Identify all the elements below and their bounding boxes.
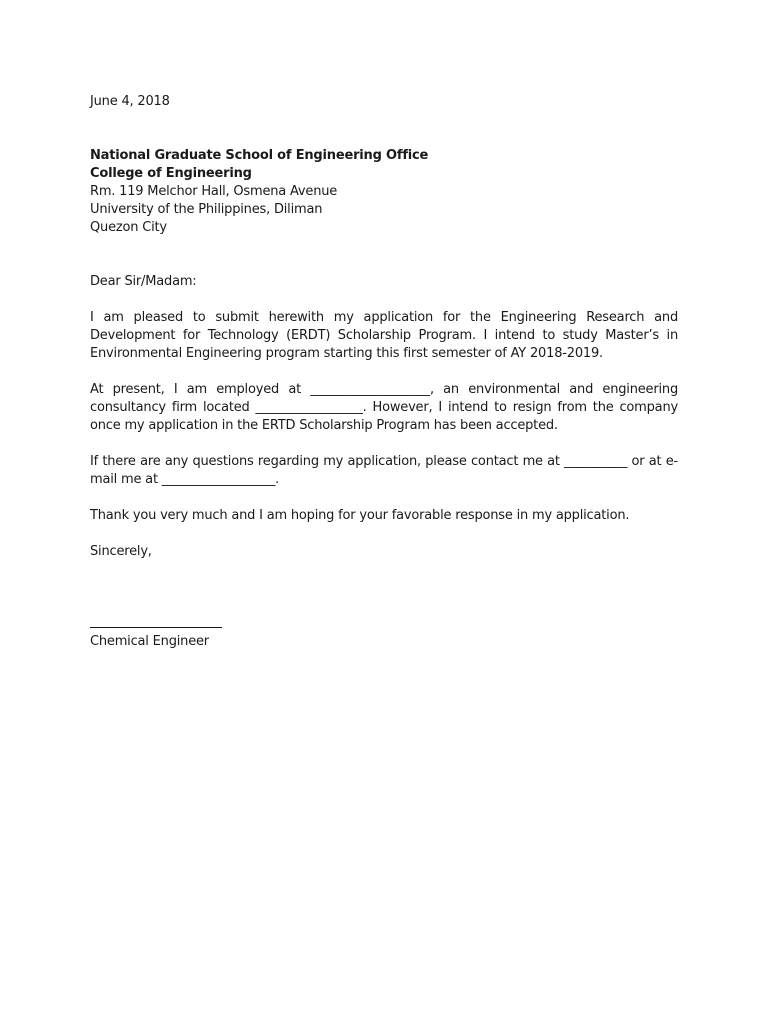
closing: Sincerely, xyxy=(90,544,152,559)
paragraph-application: I am pleased to submit herewith my application for the Engineering Research and Development for Technology (ERDT) Scholarship Program. I intend to study Master’s in Environmental Engineering program starting this first semester of AY 2018-2019. xyxy=(90,310,678,361)
paragraph-contact: If there are any questions regarding my application, please contact me at __________ or at e-mail me at __________________. xyxy=(90,454,678,487)
signature-title: Chemical Engineer xyxy=(90,634,209,649)
recipient-college: College of Engineering xyxy=(90,166,252,181)
letter-date: June 4, 2018 xyxy=(90,94,170,109)
recipient-city: Quezon City xyxy=(90,220,167,235)
paragraph-thanks: Thank you very much and I am hoping for your favorable response in my application. xyxy=(90,508,630,523)
signature-line xyxy=(90,627,222,628)
recipient-address-line2: University of the Philippines, Diliman xyxy=(90,202,323,217)
recipient-office: National Graduate School of Engineering Office xyxy=(90,148,429,163)
recipient-address xyxy=(90,147,428,237)
recipient-address-line1: Rm. 119 Melchor Hall, Osmena Avenue xyxy=(90,184,338,199)
salutation: Dear Sir/Madam: xyxy=(90,274,197,289)
paragraph-employment: At present, I am employed at ___________________, an environmental and engineering consultancy firm located _________________. However, I intend to resign from the company once my application in the ERTD Scholarship Program has been accepted. xyxy=(90,382,678,433)
